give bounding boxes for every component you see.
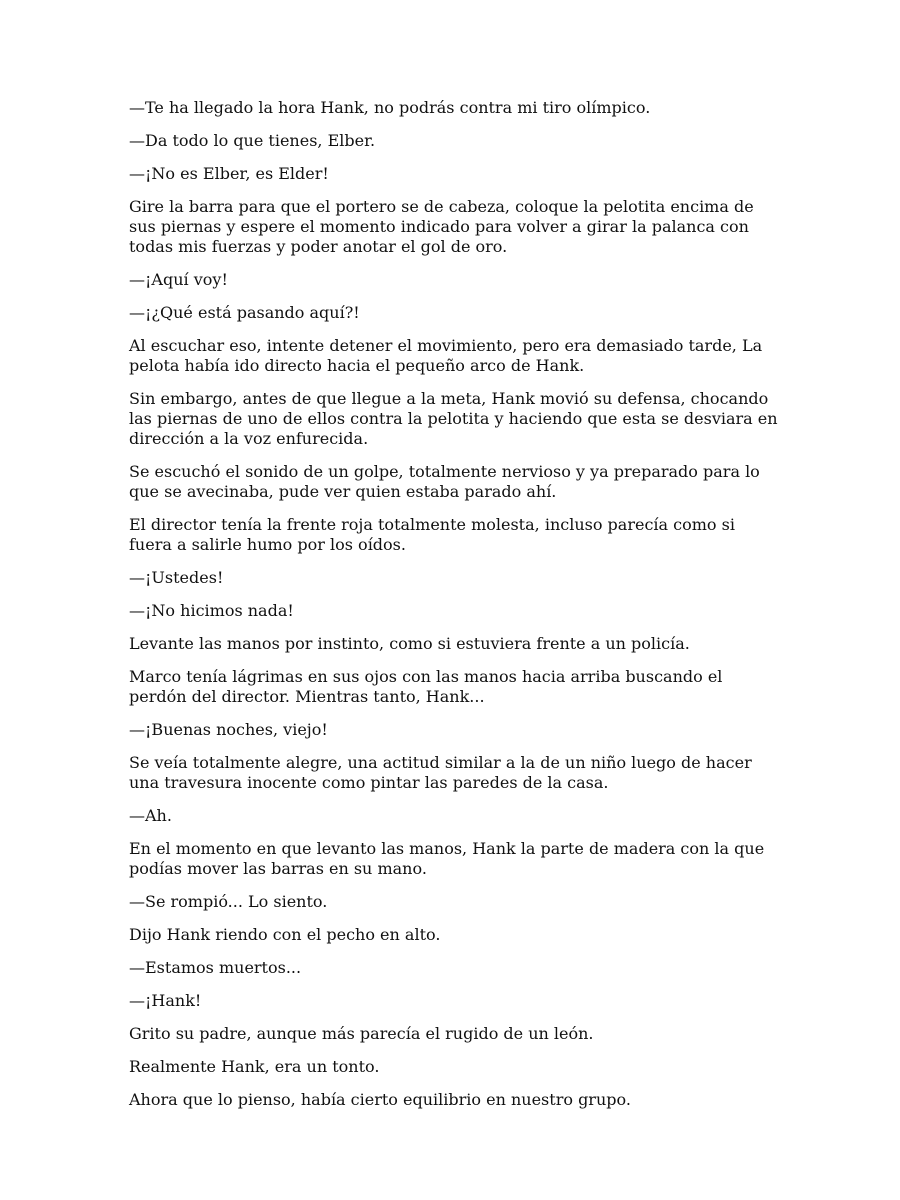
paragraph-23: Grito su padre, aunque más parecía el rugido de un león. (129, 1024, 594, 1043)
paragraph-18: En el momento en que levanto las manos, Hank la parte de madera con la que podías mover las barras en su mano. (129, 839, 765, 878)
paragraph-6: —¡¿Qué está pasando aquí?! (129, 303, 360, 322)
paragraph-20: Dijo Hank riendo con el pecho en alto. (129, 925, 441, 944)
paragraph-17: —Ah. (129, 806, 172, 825)
paragraph-15: —¡Buenas noches, viejo! (129, 720, 328, 739)
paragraph-10: El director tenía la frente roja totalmente molesta, incluso parecía como si fuera a salirle humo por los oídos. (129, 515, 735, 554)
paragraph-3: —¡No es Elber, es Elder! (129, 164, 329, 183)
paragraph-1: —Te ha llegado la hora Hank, no podrás contra mi tiro olímpico. (129, 98, 651, 117)
paragraph-21: —Estamos muertos... (129, 958, 302, 977)
paragraph-14: Marco tenía lágrimas en sus ojos con las manos hacia arriba buscando el perdón del director. Mientras tanto, Hank... (129, 667, 723, 706)
paragraph-22: —¡Hank! (129, 991, 202, 1010)
paragraph-9: Se escuchó el sonido de un golpe, totalmente nervioso y ya preparado para lo que se avecinaba, pude ver quien estaba parado ahí. (129, 462, 760, 501)
paragraph-8: Sin embargo, antes de que llegue a la meta, Hank movió su defensa, chocando las piernas de uno de ellos contra la pelotita y haciendo que esta se desviara en dirección a la voz enfurecida. (129, 389, 778, 448)
paragraph-13: Levante las manos por instinto, como si estuviera frente a un policía. (129, 634, 690, 653)
paragraph-4: Gire la barra para que el portero se de cabeza, coloque la pelotita encima de sus piernas y espere el momento indicado para volver a girar la palanca con todas mis fuerzas y poder anotar el gol de oro. (129, 197, 754, 256)
paragraph-2: —Da todo lo que tienes, Elber. (129, 131, 376, 150)
paragraph-24: Realmente Hank, era un tonto. (129, 1057, 380, 1076)
paragraph-25: Ahora que lo pienso, había cierto equilibrio en nuestro grupo. (129, 1090, 631, 1109)
paragraph-5: —¡Aquí voy! (129, 270, 228, 289)
paragraph-7: Al escuchar eso, intente detener el movimiento, pero era demasiado tarde, La pelota había ido directo hacia el pequeño arco de Hank. (129, 336, 763, 375)
paragraph-16: Se veía totalmente alegre, una actitud similar a la de un niño luego de hacer una travesura inocente como pintar las paredes de la casa. (129, 753, 752, 792)
paragraph-19: —Se rompió... Lo siento. (129, 892, 328, 911)
paragraph-12: —¡No hicimos nada! (129, 601, 294, 620)
paragraph-11: —¡Ustedes! (129, 568, 224, 587)
